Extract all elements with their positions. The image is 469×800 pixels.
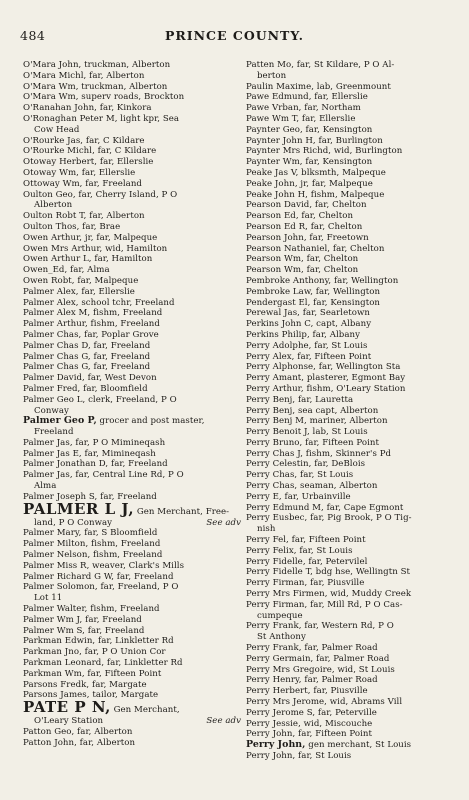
directory-entry: Owen Robt, far, Malpeque [23, 275, 139, 286]
directory-entry: Palmer Wm S, far, Freeland [23, 625, 145, 636]
directory-entry: Perry Chas, far, St Louis [246, 470, 354, 481]
directory-entry: Perry Edmund M, far, Cape Egmont [246, 502, 404, 513]
directory-entry: Perkins Philip, far, Albany [246, 329, 360, 340]
directory-entry [23, 701, 243, 716]
directory-entry: Peake Jas V, blksmth, Malpeque [246, 167, 386, 178]
directory-entry: Palmer Arthur, fishm, Freeland [23, 319, 160, 330]
directory-entry: O'Ranahan John, far, Kinkora [23, 103, 152, 114]
directory-entry: Perry Firman, far, Piusville [246, 578, 365, 589]
directory-entry: Pawe Wm T, far, Ellerslie [246, 113, 356, 124]
directory-entry: Patten Mo, far, St Kildare, P O Al- [246, 60, 395, 70]
directory-entry [23, 503, 243, 518]
directory-entry: Parkman Edwin, far, Linkletter Rd [23, 636, 174, 647]
directory-entry: Palmer Alex, far, Ellerslie [23, 286, 135, 297]
directory-entry: Paynter Wm, far, Kensington [246, 157, 373, 168]
directory-entry: Pearson David, far, Chelton [246, 200, 367, 211]
directory-entry: Perewal Jas, far, Searletown [246, 308, 370, 319]
directory-entry: Patton John, far, Alberton [23, 737, 136, 748]
directory-entry: Alberton [34, 200, 73, 211]
directory-entry: Pembroke Law, far, Wellington [246, 286, 381, 297]
directory-entry [23, 716, 243, 727]
directory-entry: Pearson Wm, far, Chelton [246, 254, 359, 265]
directory-entry [23, 518, 243, 529]
directory-entry: Perry Benoit J, lab, St Louis [246, 427, 368, 438]
directory-entry: Peake John H, fishm, Malpeque [246, 189, 385, 200]
entry-text: Gen Merchant, Free- [134, 506, 230, 517]
directory-entry: Pearson Wm, far, Chelton [246, 265, 359, 276]
directory-entry: Palmer Fred, far, Bloomfield [23, 383, 148, 394]
directory-entry: O'Mara Michl, far, Alberton [23, 70, 145, 81]
directory-entry: nish [257, 524, 276, 535]
directory-entry: Perry Celestin, far, DeBlois [246, 459, 366, 470]
directory-entry: Palmer Milton, fishm, Freeland [23, 539, 161, 550]
directory-entry: Alma [34, 481, 57, 492]
directory-entry: cumpeque [257, 610, 303, 621]
directory-entry: Perry Jerome S, far, Peterville [246, 707, 377, 718]
directory-entry: Oulton Geo, far, Cherry Island, P O [23, 189, 178, 200]
directory-entry: Oulton Thos, far, Brae [23, 221, 121, 232]
directory-entry: Perry Chas J, fishm, Skinner's Pd [246, 448, 392, 459]
directory-entry: Palmer Nelson, fishm, Freeland [23, 550, 163, 561]
directory-entry: Perry Felix, far, St Louis [246, 545, 353, 556]
directory-entry: Palmer Geo L, clerk, Freeland, P O [23, 394, 177, 405]
directory-entry: Perry Henry, far, Palmer Road [246, 675, 378, 686]
directory-entry: Perry Fidelle T, bdg hse, Wellingtn St [246, 567, 411, 578]
directory-entry: O'Rourke Michl, far, C Kildare [23, 146, 157, 157]
entry-text: gen merchant, St Louis [305, 740, 412, 751]
directory-entry: Palmer Wm J, far, Freeland [23, 614, 142, 625]
directory-entry: Oulton Robt T, far, Alberton [23, 211, 145, 222]
directory-entry: O'Mara John, truckman, Alberton [23, 60, 171, 70]
directory-entry [23, 416, 243, 427]
directory-entry: Perry Benj M, mariner, Alberton [246, 416, 388, 427]
directory-entry: O'Mara Wm, truckman, Alberton [23, 81, 168, 92]
directory-entry: Perry Mrs Firmen, wid, Muddy Creek [246, 589, 412, 600]
directory-entry: O'Rourke Jas, far, C Kildare [23, 135, 145, 146]
directory-entry: Pearson John, far, Freetown [246, 232, 369, 243]
directory-entry: Freeland [34, 427, 74, 438]
directory-entry: Parkman Leonard, far, Linkletter Rd [23, 658, 183, 669]
directory-entry: O'Ronaghan Peter M, light kpr, Sea [23, 113, 180, 124]
directory-entry: Parsons Fredk, far, Margate [23, 679, 147, 690]
directory-entry: Perry Fel, far, Fifteen Point [246, 535, 366, 546]
directory-entry: Otoway Wm, far, Ellerslie [23, 167, 136, 178]
entry-text: Gen Merchant, [110, 705, 180, 716]
directory-entry: Perkins John C, capt, Albany [246, 319, 372, 330]
entry-advertiser-name: PALMER L J, [23, 502, 135, 518]
see-adv-note: See adv [206, 517, 241, 528]
directory-entry: Ottoway Wm, far, Freeland [23, 178, 142, 189]
directory-entry: Palmer Jas E, far, Mimineqash [23, 448, 156, 459]
directory-entry: Paulin Maxime, lab, Greenmount [246, 81, 391, 92]
entry-text: land, P O Conway [34, 517, 113, 528]
directory-entry: Conway [34, 405, 69, 416]
entry-text: O'Leary Station [34, 716, 104, 727]
directory-entry: Perry Alex, far, Fifteen Point [246, 351, 372, 362]
directory-entry: Peake John, jr, far, Malpeque [246, 178, 373, 189]
directory-entry: Parkman Jno, far, P O Union Cor [23, 647, 166, 658]
entry-bold-name: Palmer Geo P, [23, 416, 97, 427]
directory-entry: Palmer Walter, fishm, Freeland [23, 604, 160, 615]
directory-entry: Pembroke Anthony, far, Wellington [246, 275, 399, 286]
directory-entry: Perry Jessie, wid, Miscouche [246, 718, 373, 729]
directory-entry: Palmer Joseph S, far, Freeland [23, 491, 157, 502]
directory-entry: Parkman Wm, far, Fifteen Point [23, 668, 162, 679]
directory-entry [246, 740, 464, 751]
directory-entry: Palmer Jas, far, Central Line Rd, P O [23, 470, 184, 481]
directory-entry: Palmer Chas D, far, Freeland [23, 340, 151, 351]
see-adv-note: See adv [206, 716, 241, 727]
directory-entry: Palmer Alex, school tchr, Freeland [23, 297, 175, 308]
directory-entry: Perry Germain, far, Palmer Road [246, 653, 390, 664]
directory-entry: Palmer Mary, far, S Bloomfield [23, 528, 158, 539]
directory-entry: Owen Arthur, jr, far, Malpeque [23, 232, 158, 243]
directory-entry: Perry E, far, Urbainville [246, 491, 351, 502]
directory-entry: Perry Bruno, far, Fifteen Point [246, 437, 380, 448]
directory-entry: Perry Arthur, fishm, O'Leary Station [246, 383, 406, 394]
directory-entry: Perry Fidelle, far, Petervilel [246, 556, 368, 567]
directory-entry: Owen_Ed, far, Alma [23, 265, 110, 276]
directory-entry: Paynter John H, far, Burlington [246, 135, 383, 146]
directory-entry: Pawe Vrban, far, Northam [246, 103, 361, 114]
directory-entry: Perry Amant, plasterer, Egmont Bay [246, 373, 406, 384]
directory-entry: Perry Mrs Jerome, wid, Abrams Vill [246, 697, 403, 708]
directory-entry: Perry Eusbec, far, Pig Brook, P O Tig- [246, 513, 412, 524]
directory-entry: Otoway Herbert, far, Ellerslie [23, 157, 154, 168]
directory-entry: Perry Herbert, far, Piusville [246, 686, 368, 697]
directory-entry: Lot 11 [34, 593, 63, 604]
entry-text: grocer and post master, [96, 416, 205, 427]
directory-entry: Perry Benj, sea capt, Alberton [246, 405, 379, 416]
running-title: PRINCE COUNTY. [164, 28, 305, 43]
left-column [23, 60, 243, 749]
directory-entry: Pendergast El, far, Kensington [246, 297, 381, 308]
directory-entry: Palmer Jas, far, P O Mimineqash [23, 437, 166, 448]
directory-entry: Palmer Chas, far, Poplar Grove [23, 329, 159, 340]
directory-entry: Perry John, far, Fifteen Point [246, 729, 372, 740]
directory-entry: Owen Arthur L, far, Hamilton [23, 254, 153, 265]
directory-entry: Perry Frank, far, Palmer Road [246, 643, 378, 654]
directory-entry: St Anthony [257, 632, 306, 643]
directory-entry: Palmer Jonathan D, far, Freeland [23, 459, 168, 470]
directory-entry: Palmer David, far, West Devon [23, 373, 157, 384]
directory-entry: Pearson Ed, far, Chelton [246, 211, 354, 222]
directory-entry: Perry Frank, far, Western Rd, P O [246, 621, 394, 632]
directory-entry: Perry Chas, seaman, Alberton [246, 481, 378, 492]
directory-entry: Palmer Solomon, far, Freeland, P O [23, 582, 179, 593]
directory-entry: Paynter Mrs Richd, wid, Burlington [246, 146, 403, 157]
directory-entry: Cow Head [34, 124, 80, 135]
directory-entry: Pearson Ed R, far, Chelton [246, 221, 363, 232]
directory-entry: berton [257, 70, 287, 81]
directory-entry: Perry Mrs Gregoire, wid, St Louis [246, 664, 395, 675]
directory-entry: Patton Geo, far, Alberton [23, 727, 133, 738]
directory-entry: Paynter Geo, far, Kensington [246, 124, 373, 135]
directory-entry: Palmer Chas G, far, Freeland [23, 362, 151, 373]
directory-entry: Palmer Miss R, weaver, Clark's Mills [23, 560, 185, 571]
directory-entry: Palmer Alex M, fishm, Freeland [23, 308, 163, 319]
entry-advertiser-name: PATE P N, [23, 701, 111, 717]
directory-entry: Perry John, far, St Louis [246, 751, 352, 761]
entry-bold-name: Perry John, [246, 740, 306, 751]
directory-entry: Palmer Richard G W, far, Freeland [23, 571, 174, 582]
directory-entry: O'Mara Wm, superv roads, Brockton [23, 92, 185, 103]
right-column [246, 60, 464, 762]
page-number: 484 [20, 28, 46, 43]
directory-entry: Perry Firman, far, Mill Rd, P O Cas- [246, 599, 403, 610]
directory-entry: Pearson Nathaniel, far, Chelton [246, 243, 385, 254]
directory-entry: Perry Alphonse, far, Wellington Sta [246, 362, 401, 373]
page-header [0, 28, 469, 44]
directory-entry: Perry Benj, far, Lauretta [246, 394, 354, 405]
directory-entry: Palmer Chas G, far, Freeland [23, 351, 151, 362]
directory-entry: Perry Adolphe, far, St Louis [246, 340, 368, 351]
directory-entry: Owen Mrs Arthur, wid, Hamilton [23, 243, 168, 254]
directory-entry: Pawe Edmund, far, Ellerslie [246, 92, 368, 103]
directory-entry: Parsons James, tailor, Margate [23, 690, 159, 701]
